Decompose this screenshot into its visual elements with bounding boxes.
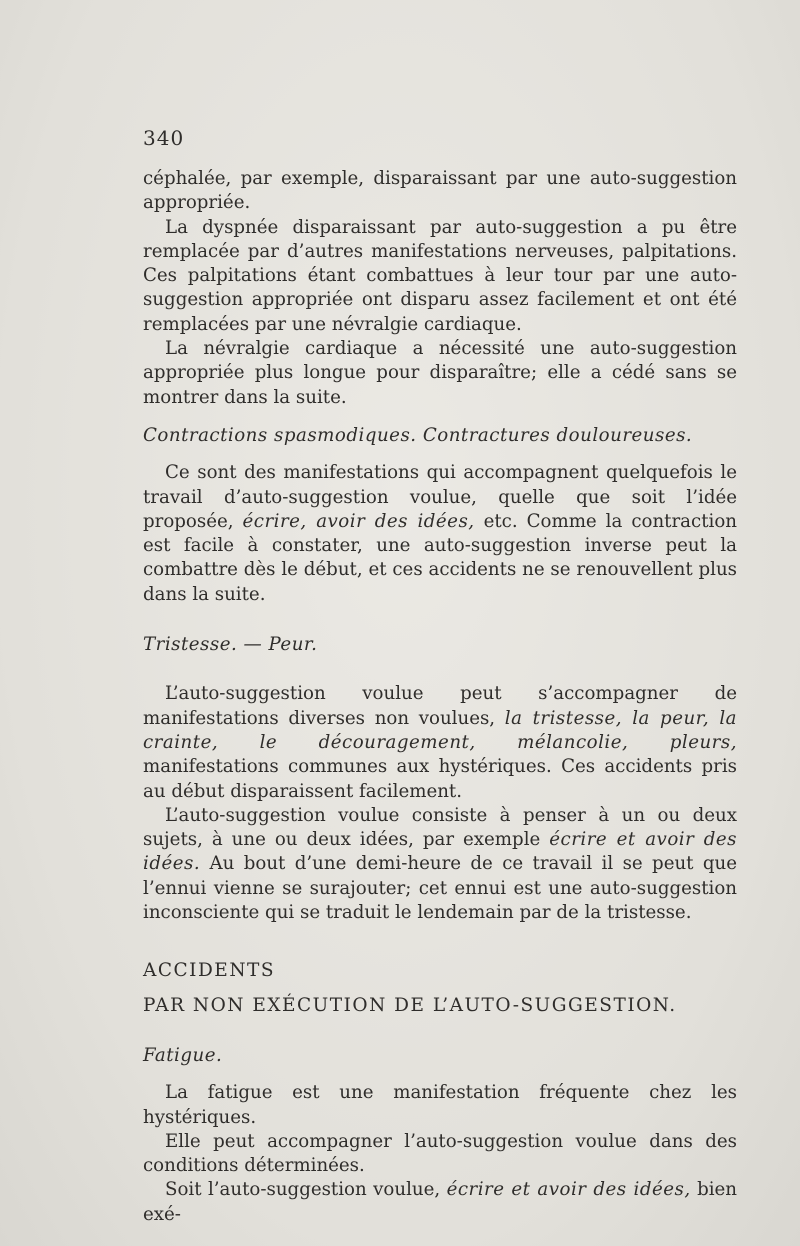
text-run: Soit l’auto-suggestion voulue, [165,1179,441,1201]
paragraph-tristesse [143,682,737,803]
text-run: Au bout d’une demi-heure de ce travail il se peut que l’ennui vienne se surajouter; cet ennui est une auto-suggestion inconsciente qui se traduit le lendemain par de la tristesse. [143,853,737,924]
body-text [143,167,737,1227]
paragraph-ennui [143,804,737,925]
italic-run: la tristesse, la peur, la crainte, le découragement, mélancolie, pleurs, [143,707,737,753]
text-run: bien exé- [143,1179,737,1225]
paragraph-dyspnee: La dyspnée disparaissant par auto-suggestion a pu être remplacée par d’autres manifestations nerveuses, palpitations. Ces palpitations étant combattues à leur tour par une auto-suggestion appropriée ont disparu assez facilement et ont été remplacées par une névralgie cardiaque. [143,216,737,335]
paragraph-fatigue-1: La fatigue est une manifestation fréquente chez les hystériques. [143,1082,737,1128]
text-run: Ce sont des manifestations qui accompagnent quelquefois le travail d’auto-suggestion voulue, quelle que soit l’idée proposée, [143,462,737,532]
text-run: manifestations communes aux hystériques. Ces accidents pris au début disparaissent facilement. [143,756,737,802]
chapter-title-accidents: ACCIDENTS [143,960,276,982]
italic-run: écrire et avoir des idées, [446,1179,691,1201]
italic-run: écrire, avoir des idées, [242,510,475,532]
section-title-tristesse: Tristesse. — Peur. [143,634,318,656]
page-number: 340 [143,126,185,150]
paragraph-fatigue-2: Elle peut accompagner l’auto-suggestion voulue dans des conditions déterminées. [143,1130,737,1177]
paragraph-cephalee: céphalée, par exemple, disparaissant par une auto-suggestion appropriée. [143,168,737,214]
section-title-fatigue: Fatigue. [143,1044,223,1066]
italic-run: écrire et avoir des idées. [143,829,737,875]
paragraph-contractions [143,461,737,607]
text-run: L’auto-suggestion voulue consiste à penser à un ou deux sujets, à une ou deux idées, par exemple [143,804,737,851]
text-run: L’auto-suggestion voulue peut s’accompagner de manifestations diverses non voulues, [143,683,737,729]
section-title-contractions: Contractions spasmodiques. Contractures douloureuses. [143,424,693,446]
chapter-subtitle-accidents: PAR NON EXÉCUTION DE L’AUTO-SUGGESTION. [143,994,677,1016]
paragraph-fatigue-3 [143,1178,737,1227]
paragraph-nevralgie: La névralgie cardiaque a nécessité une auto-suggestion appropriée plus longue pour disparaître; elle a cédé sans se montrer dans la suite. [143,338,737,408]
text-run: etc. Comme la contraction est facile à constater, une auto-suggestion inverse peut la combattre dès le début, et ces accidents ne se renouvellent plus dans la suite. [143,510,737,605]
